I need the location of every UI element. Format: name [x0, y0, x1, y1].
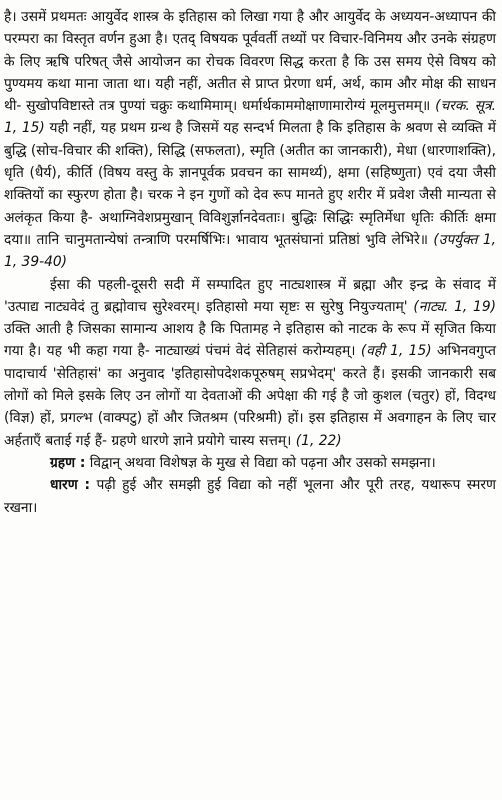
definition-dharan — [4, 474, 496, 519]
definition-text: विद्वान् अथवा विशेषज्ञ के मुख से विद्या को पढ़ना और उसको समझना। — [85, 454, 436, 471]
citation: (नाट्य. 1, 19) — [413, 298, 496, 315]
citation: (1, 22) — [295, 432, 342, 449]
paragraph-text: है। उसमें प्रथमतः आयुर्वेद शास्त्र के इतिहास को लिखा गया है और आयुर्वेद के अध्ययन-अध्यापन की परम्परा का विस्तृत वर्णन हुआ है। एतद् विषयक पूर्ववर्ती तथ्यों पर विचार-विनिमय और उनके संग्रहण के लिए ऋषि परिषत् जैसे आयोजन का रोचक विवरण सिद्ध करता है कि उस समय ऐसे विषय को पुण्यमय कथा माना जाता था। यही नहीं, अतीत से प्राप्त प्रेरणा धर्म, अर्थ, काम और मोक्ष की साधन थी- सुखोपविष्टास्ते तत्र पुण्यां चक्रुः कथामिमाम्। धर्मार्थकाममोक्षाणामारोग्यं मूलमुत्तमम्॥ — [4, 9, 496, 115]
definition-grahan — [4, 452, 496, 474]
paragraph-natyashastra — [4, 274, 496, 452]
citation: (उपर्युक्त 1, 1, 39-40) — [4, 231, 496, 271]
paragraph-charaka-itihasa — [4, 6, 496, 274]
paragraph-text: ईसा की पहली-दूसरी सदी में सम्पादित हुए नाट्यशास्त्र में ब्रह्मा और इन्द्र के संवाद में 'उत्पाद्य नाट्यवेदं तु ब्रह्मोवाच सुरेश्वरम्। इतिहासो मया सृष्टः स सुरेषु नियुज्यताम्' — [4, 276, 496, 315]
definition-term: धारण : — [50, 477, 91, 494]
citation: (वही 1, 15) — [360, 343, 432, 360]
paragraph-text: उक्ति आती है जिसका सामान्य आशय है कि पितामह ने इतिहास को नाटक के रूप में सृजित किया गया है। यह भी कहा गया है- नाट्याख्यं पंचमं वेदं सेतिहासं करोम्यहम्। — [4, 321, 496, 360]
definition-text: पढ़ी हुई और समझी हुई विद्या को नहीं भूलना और पूरी तरह, यथारूप स्मरण रखना। — [4, 477, 496, 516]
paragraph-text: यही नहीं, यह प्रथम ग्रन्थ है जिसमें यह सन्दर्भ मिलता है कि इतिहास के श्रवण से व्यक्ति में बुद्धि (सोच-विचार की शक्ति), सिद्धि (सफलता), स्मृति (अतीत का जानकारी), मेधा (धारणाशक्ति), धृति (धैर्य), कीर्ति (विषय वस्तु के ज्ञानपूर्वक प्रवचन का सामर्थ्य), क्षमा (सहिष्णुता) एवं दया जैसी शक्तियों का स्फुरण होता है। चरक ने इन गुणों को देव रूप मानते हुए शरीर में प्रवेश जैसी मान्यता से अलंकृत किया है- अथाग्निवेशप्रमुखान् विविशुर्ज्ञानदेवताः। बुद्धिः सिद्धिः स्मृतिर्मेधा धृतिः कीर्तिः क्षमा दया॥ तानि चानुमतान्येषां तन्त्राणि परमर्षिभिः। भावाय भूतसंघानां प्रतिष्ठां भुवि लेभिरे॥ — [4, 120, 496, 248]
definition-term: ग्रहण : — [50, 454, 86, 471]
citation: (चरक. सूत्र. 1, 15) — [4, 98, 496, 137]
paragraph-text: अभिनवगुप्त पादाचार्य 'सेतिहासं' का अनुवाद 'इतिहासोपदेशकपूरुषम् सप्रभेदम्' करते हैं। इसकी जानकारी सब लोगों को मिले इसके लिए उन लोगों या देवताओं की अपेक्षा की गई है जो कुशल (चतुर) हों, विदग्ध (विज्ञ) हों, प्रगल्भ (वाक्पटु) हों और जितश्रम (परिश्रमी) हों। इस इतिहास में अवगाहन के लिए चार अर्हताएँ बताई गई हैं- ग्रहणे धारणे ज्ञाने प्रयोगे चास्य सत्तम्। — [4, 343, 496, 449]
